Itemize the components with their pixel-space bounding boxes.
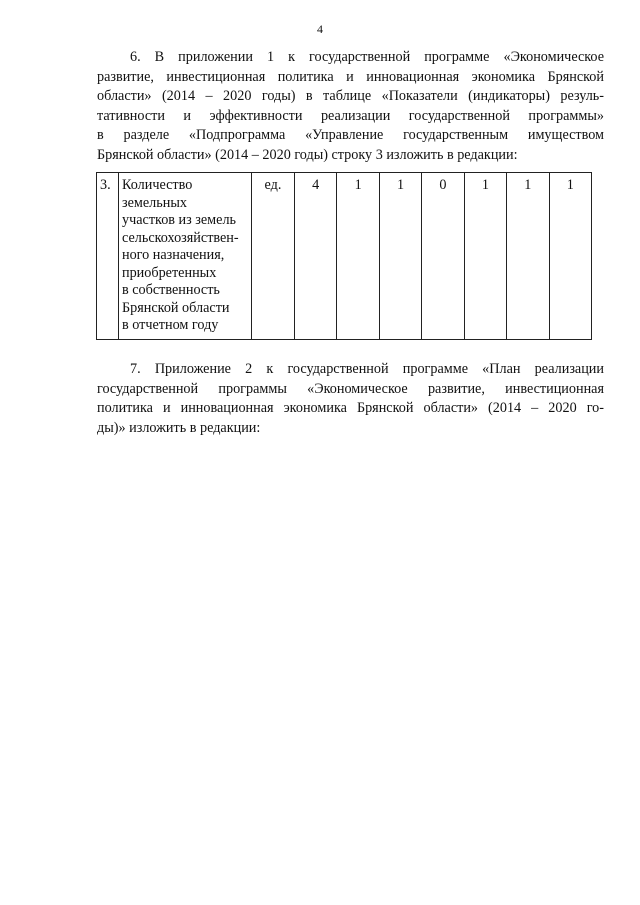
- indicator-name-line: в собственность: [122, 282, 220, 298]
- indicator-name-line: ного назначения,: [122, 247, 225, 263]
- paragraph-6-line: тативности и эффективности реализации государственной программы»: [97, 107, 604, 124]
- page-number: 4: [317, 22, 323, 36]
- paragraph-7: [97, 360, 604, 438]
- indicator-name-line: Количество: [122, 177, 193, 193]
- indicator-table: [96, 172, 592, 340]
- indicator-name-line: в отчетном году: [122, 317, 219, 333]
- paragraph-7-line: 7. Приложение 2 к государственной программе «План реализации: [130, 361, 604, 377]
- indicator-name-line: сельскохозяйствен-: [122, 229, 239, 246]
- value-cell: 1: [507, 173, 549, 340]
- indicator-name-line: участков из земель: [122, 212, 237, 228]
- paragraph-6-line: развитие, инвестиционная политика и инновационная экономика Брянской: [97, 68, 604, 85]
- value-cell: 1: [549, 173, 591, 340]
- paragraph-7-line: государственной программы «Экономическое развитие, инвестиционная: [97, 380, 604, 397]
- value-cell: 4: [295, 173, 337, 340]
- paragraph-7-line: ды)» изложить в редакции:: [97, 419, 261, 436]
- value-cell: 1: [337, 173, 379, 340]
- value-cell: 1: [464, 173, 506, 340]
- paragraph-6-line: 6. В приложении 1 к государственной программе «Экономическое: [130, 49, 604, 65]
- table-row: [97, 173, 592, 340]
- paragraph-6-line: в разделе «Подпрограмма «Управление государственным имуществом: [97, 127, 604, 143]
- row-number-cell: 3.: [97, 173, 119, 340]
- paragraph-7-line: политика и инновационная экономика Брянской области» (2014 – 2020 го-: [97, 400, 604, 416]
- indicator-name-cell: [119, 173, 252, 340]
- indicator-name-line: приобретенных: [122, 264, 217, 281]
- paragraph-6-line: Брянской области» (2014 – 2020 годы) строку 3 изложить в редакции:: [97, 146, 518, 163]
- indicator-name-line: Брянской области: [122, 299, 230, 316]
- unit-cell: ед.: [252, 173, 295, 340]
- paragraph-6-line: области» (2014 – 2020 годы) в таблице «Показатели (индикаторы) резуль-: [97, 88, 604, 104]
- paragraph-6: [97, 48, 604, 165]
- indicator-name-line: земельных: [122, 194, 187, 211]
- value-cell: 1: [379, 173, 421, 340]
- value-cell: 0: [422, 173, 464, 340]
